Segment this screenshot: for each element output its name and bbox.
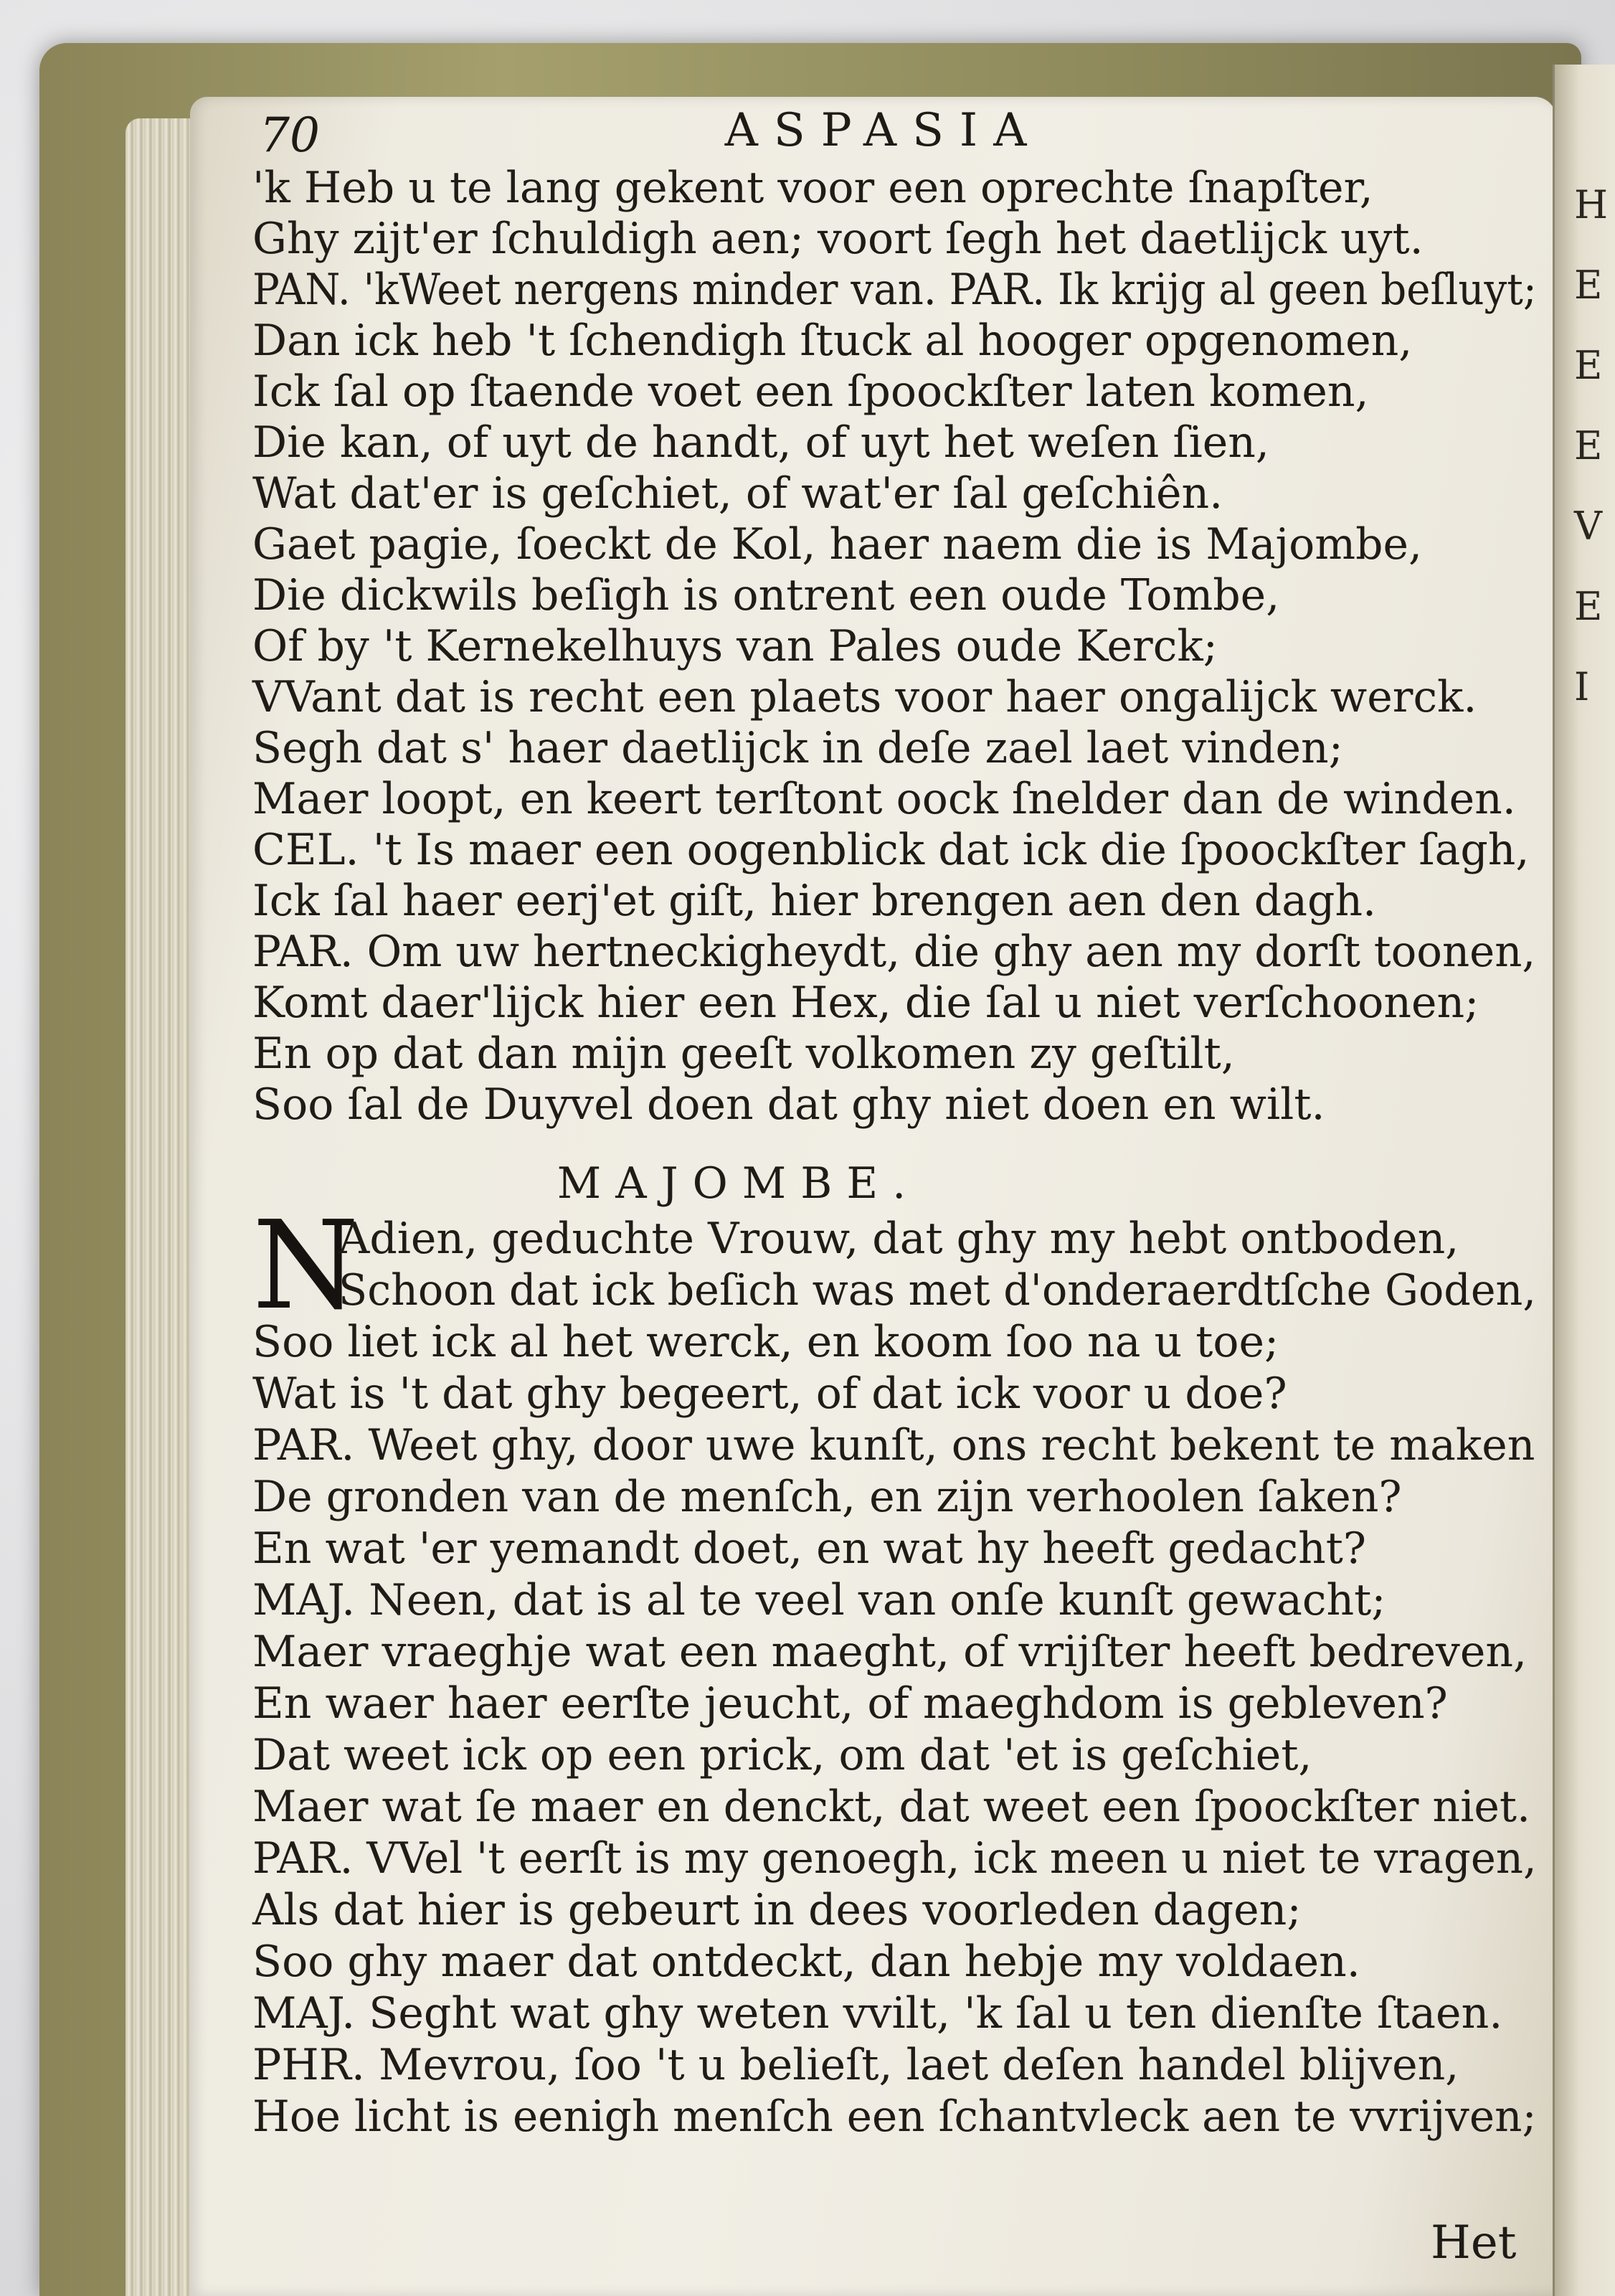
verse-line: En op dat dan mijn geeſt volkomen zy geſtilt,	[252, 1029, 1235, 1079]
verse-line: En wat 'er yemandt doet, en wat hy heeft gedacht?	[252, 1523, 1366, 1574]
verse-line: Schoon dat ick beſich was met d'onderaerdtſche Goden,	[338, 1265, 1537, 1315]
verse-line: VVant dat is recht een plaets voor haer ongalijck werck.	[252, 672, 1477, 722]
drop-cap: N	[252, 1195, 359, 1337]
facing-glyph: E	[1574, 584, 1603, 629]
verse-line: Of by 't Kernekelhuys van Pales oude Kerck;	[252, 621, 1218, 671]
verse-line: Maer loopt, en keert terſtont oock ſnelder dan de winden.	[252, 774, 1516, 824]
verse-line: Als dat hier is gebeurt in dees voorleden dagen;	[252, 1885, 1302, 1935]
page-number: 70	[260, 108, 320, 163]
verse-line: Wat is 't dat ghy begeert, of dat ick voor u doe?	[252, 1369, 1287, 1419]
verse-line: Dat weet ick op een prick, om dat 'et is geſchiet,	[252, 1730, 1312, 1780]
verse-line: Hoe licht is eenigh menſch een ſchantvleck aen te vvrijven;	[252, 2092, 1537, 2142]
facing-glyph: E	[1574, 263, 1603, 308]
verse-line: Die kan, of uyt de handt, of uyt het weſen ſien,	[252, 417, 1269, 468]
facing-glyph: E	[1574, 343, 1603, 388]
verse-line: Maer wat ſe maer en denckt, dat weet een ſpoockſter niet.	[252, 1782, 1531, 1832]
verse-line: De gronden van de menſch, en zijn verhoolen ſaken?	[252, 1472, 1402, 1522]
section-heading: MAJOMBE.	[557, 1158, 921, 1209]
verse-line: PAR. Weet ghy, door uwe kunſt, ons recht bekent te maken	[252, 1420, 1535, 1470]
verse-line: Ick ſal op ſtaende voet een ſpoockſter laten komen,	[252, 367, 1369, 417]
verse-line: Die dickwils beſigh is ontrent een oude Tombe,	[252, 570, 1280, 620]
verse-line: Komt daer'lijck hier een Hex, die ſal u niet verſchoonen;	[252, 978, 1479, 1028]
catchword: Het	[1431, 2216, 1517, 2269]
verse-line: Segh dat s' haer daetlijck in deſe zael laet vinden;	[252, 723, 1343, 773]
verse-line: MAJ. Neen, dat is al te veel van onſe kunſt gewacht;	[252, 1575, 1386, 1625]
verse-line: CEL. 't Is maer een oogenblick dat ick die ſpoockſter ſagh,	[252, 825, 1530, 875]
verse-line: Ghy zijt'er ſchuldigh aen; voort ſegh het daetlijck uyt.	[252, 214, 1424, 264]
verse-line: PAN. 'kWeet nergens minder van. PAR. Ik krijg al geen beſluyt;	[252, 265, 1537, 315]
verse-line: En waer haer eerſte jeucht, of maeghdom is gebleven?	[252, 1678, 1448, 1729]
verse-line: Adien, geduchte Vrouw, dat ghy my hebt ontboden,	[338, 1214, 1459, 1264]
verse-line: PAR. VVel 't eerſt is my genoegh, ick meen u niet te vragen,	[252, 1833, 1537, 1884]
verse-line: PAR. Om uw hertneckigheydt, die ghy aen my dorſt toonen,	[252, 927, 1536, 977]
verse-line: Soo liet ick al het werck, en koom ſoo na u toe;	[252, 1317, 1279, 1367]
verse-line: Dan ick heb 't ſchendigh ſtuck al hooger opgenomen,	[252, 316, 1413, 366]
verse-line: MAJ. Seght wat ghy weten vvilt, 'k ſal u ten dienſte ſtaen.	[252, 1988, 1503, 2038]
facing-glyph: H	[1574, 182, 1609, 227]
verse-line: PHR. Mevrou, ſoo 't u belieſt, laet deſen handel blijven,	[252, 2040, 1459, 2090]
verse-line: Wat dat'er is geſchiet, of wat'er ſal geſchiên.	[252, 468, 1223, 519]
facing-glyph: I	[1574, 664, 1590, 709]
facing-glyph: V	[1574, 504, 1602, 549]
verse-line: Maer vraeghje wat een maeght, of vrijſter heeft bedreven,	[252, 1627, 1528, 1677]
verse-line: Soo ſal de Duyvel doen dat ghy niet doen en wilt.	[252, 1080, 1325, 1130]
facing-page-text	[1574, 165, 1610, 727]
verse-line: Gaet pagie, ſoeckt de Kol, haer naem die is Majombe,	[252, 519, 1423, 570]
running-title: ASPASIA	[724, 104, 1043, 157]
verse-line: Soo ghy maer dat ontdeckt, dan hebje my voldaen.	[252, 1937, 1360, 1987]
facing-glyph: E	[1574, 423, 1603, 468]
verse-line: Ick ſal haer eerj'et giſt, hier brengen aen den dagh.	[252, 876, 1377, 926]
verse-line: 'k Heb u te lang gekent voor een oprechte ſnapſter,	[252, 163, 1373, 213]
